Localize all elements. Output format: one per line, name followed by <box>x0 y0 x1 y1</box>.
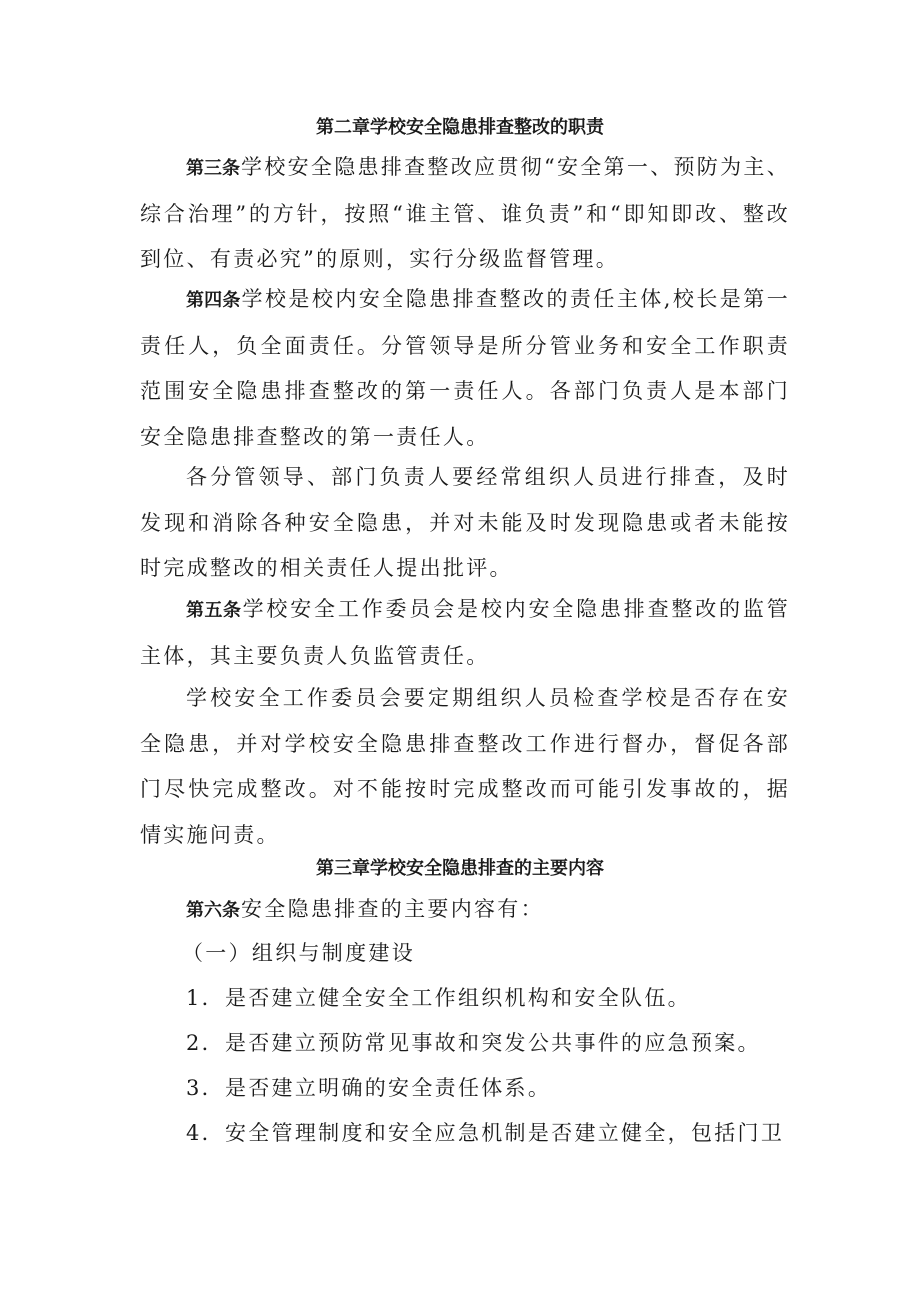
article-4-paragraph-2: 各分管领导、部门负责人要经常组织人员进行排查，及时发现和消除各种安全隐患，并对未能及时发现隐患或者未能按时完成整改的相关责任人提出批评。 <box>140 465 790 580</box>
article-5-paragraph <box>140 587 790 679</box>
list-item-4: 4．安全管理制度和安全应急机制是否建立健全，包括门卫 <box>186 1121 785 1145</box>
list-item-2: 2．是否建立预防常见事故和突发公共事件的应急预案。 <box>186 1031 761 1055</box>
article-6-paragraph <box>140 887 790 934</box>
article-5-label: 第五条 <box>186 600 242 621</box>
article-3-text: 学校安全隐患排查整改应贯彻“安全第一、预防为主、综合治理”的方针，按照“谁主管、谁负责”和“即知即改、整改到位、有责必究”的原则，实行分级监督管理。 <box>140 155 791 271</box>
article-4-text: 学校是校内安全隐患排查整改的责任主体,校长是第一责任人，负全面责任。分管领导是所分管业务和安全工作职责范围安全隐患排查整改的第一责任人。各部门负责人是本部门安全隐患排查整改的第一责任人。 <box>140 287 791 449</box>
chapter-3-heading: 第三章学校安全隐患排查的主要内容 <box>316 858 604 879</box>
article-3-label: 第三条 <box>186 158 241 179</box>
chapter-2-heading: 第二章学校安全隐患排查整改的职责 <box>316 117 604 138</box>
list-item-3: 3．是否建立明确的安全责任体系。 <box>186 1076 552 1100</box>
article-5-text: 学校安全工作委员会是校内安全隐患排查整改的监管主体，其主要负责人负监管责任。 <box>140 597 790 668</box>
section-1-heading: （一）组织与制度建设 <box>182 941 415 965</box>
article-6-label: 第六条 <box>186 900 240 921</box>
article-4-label: 第四条 <box>186 290 241 311</box>
article-3-paragraph <box>140 145 790 283</box>
list-item-1: 1．是否建立健全安全工作组织机构和安全队伍。 <box>186 986 691 1010</box>
article-5-paragraph-2: 学校安全工作委员会要定期组织人员检查学校是否存在安全隐患，并对学校安全隐患排查整改工作进行督办，督促各部门尽快完成整改。对不能按时完成整改而可能引发事故的，据情实施问责。 <box>140 686 790 847</box>
article-4-paragraph <box>140 277 790 460</box>
article-6-text: 安全隐患排查的主要内容有： <box>241 897 544 921</box>
